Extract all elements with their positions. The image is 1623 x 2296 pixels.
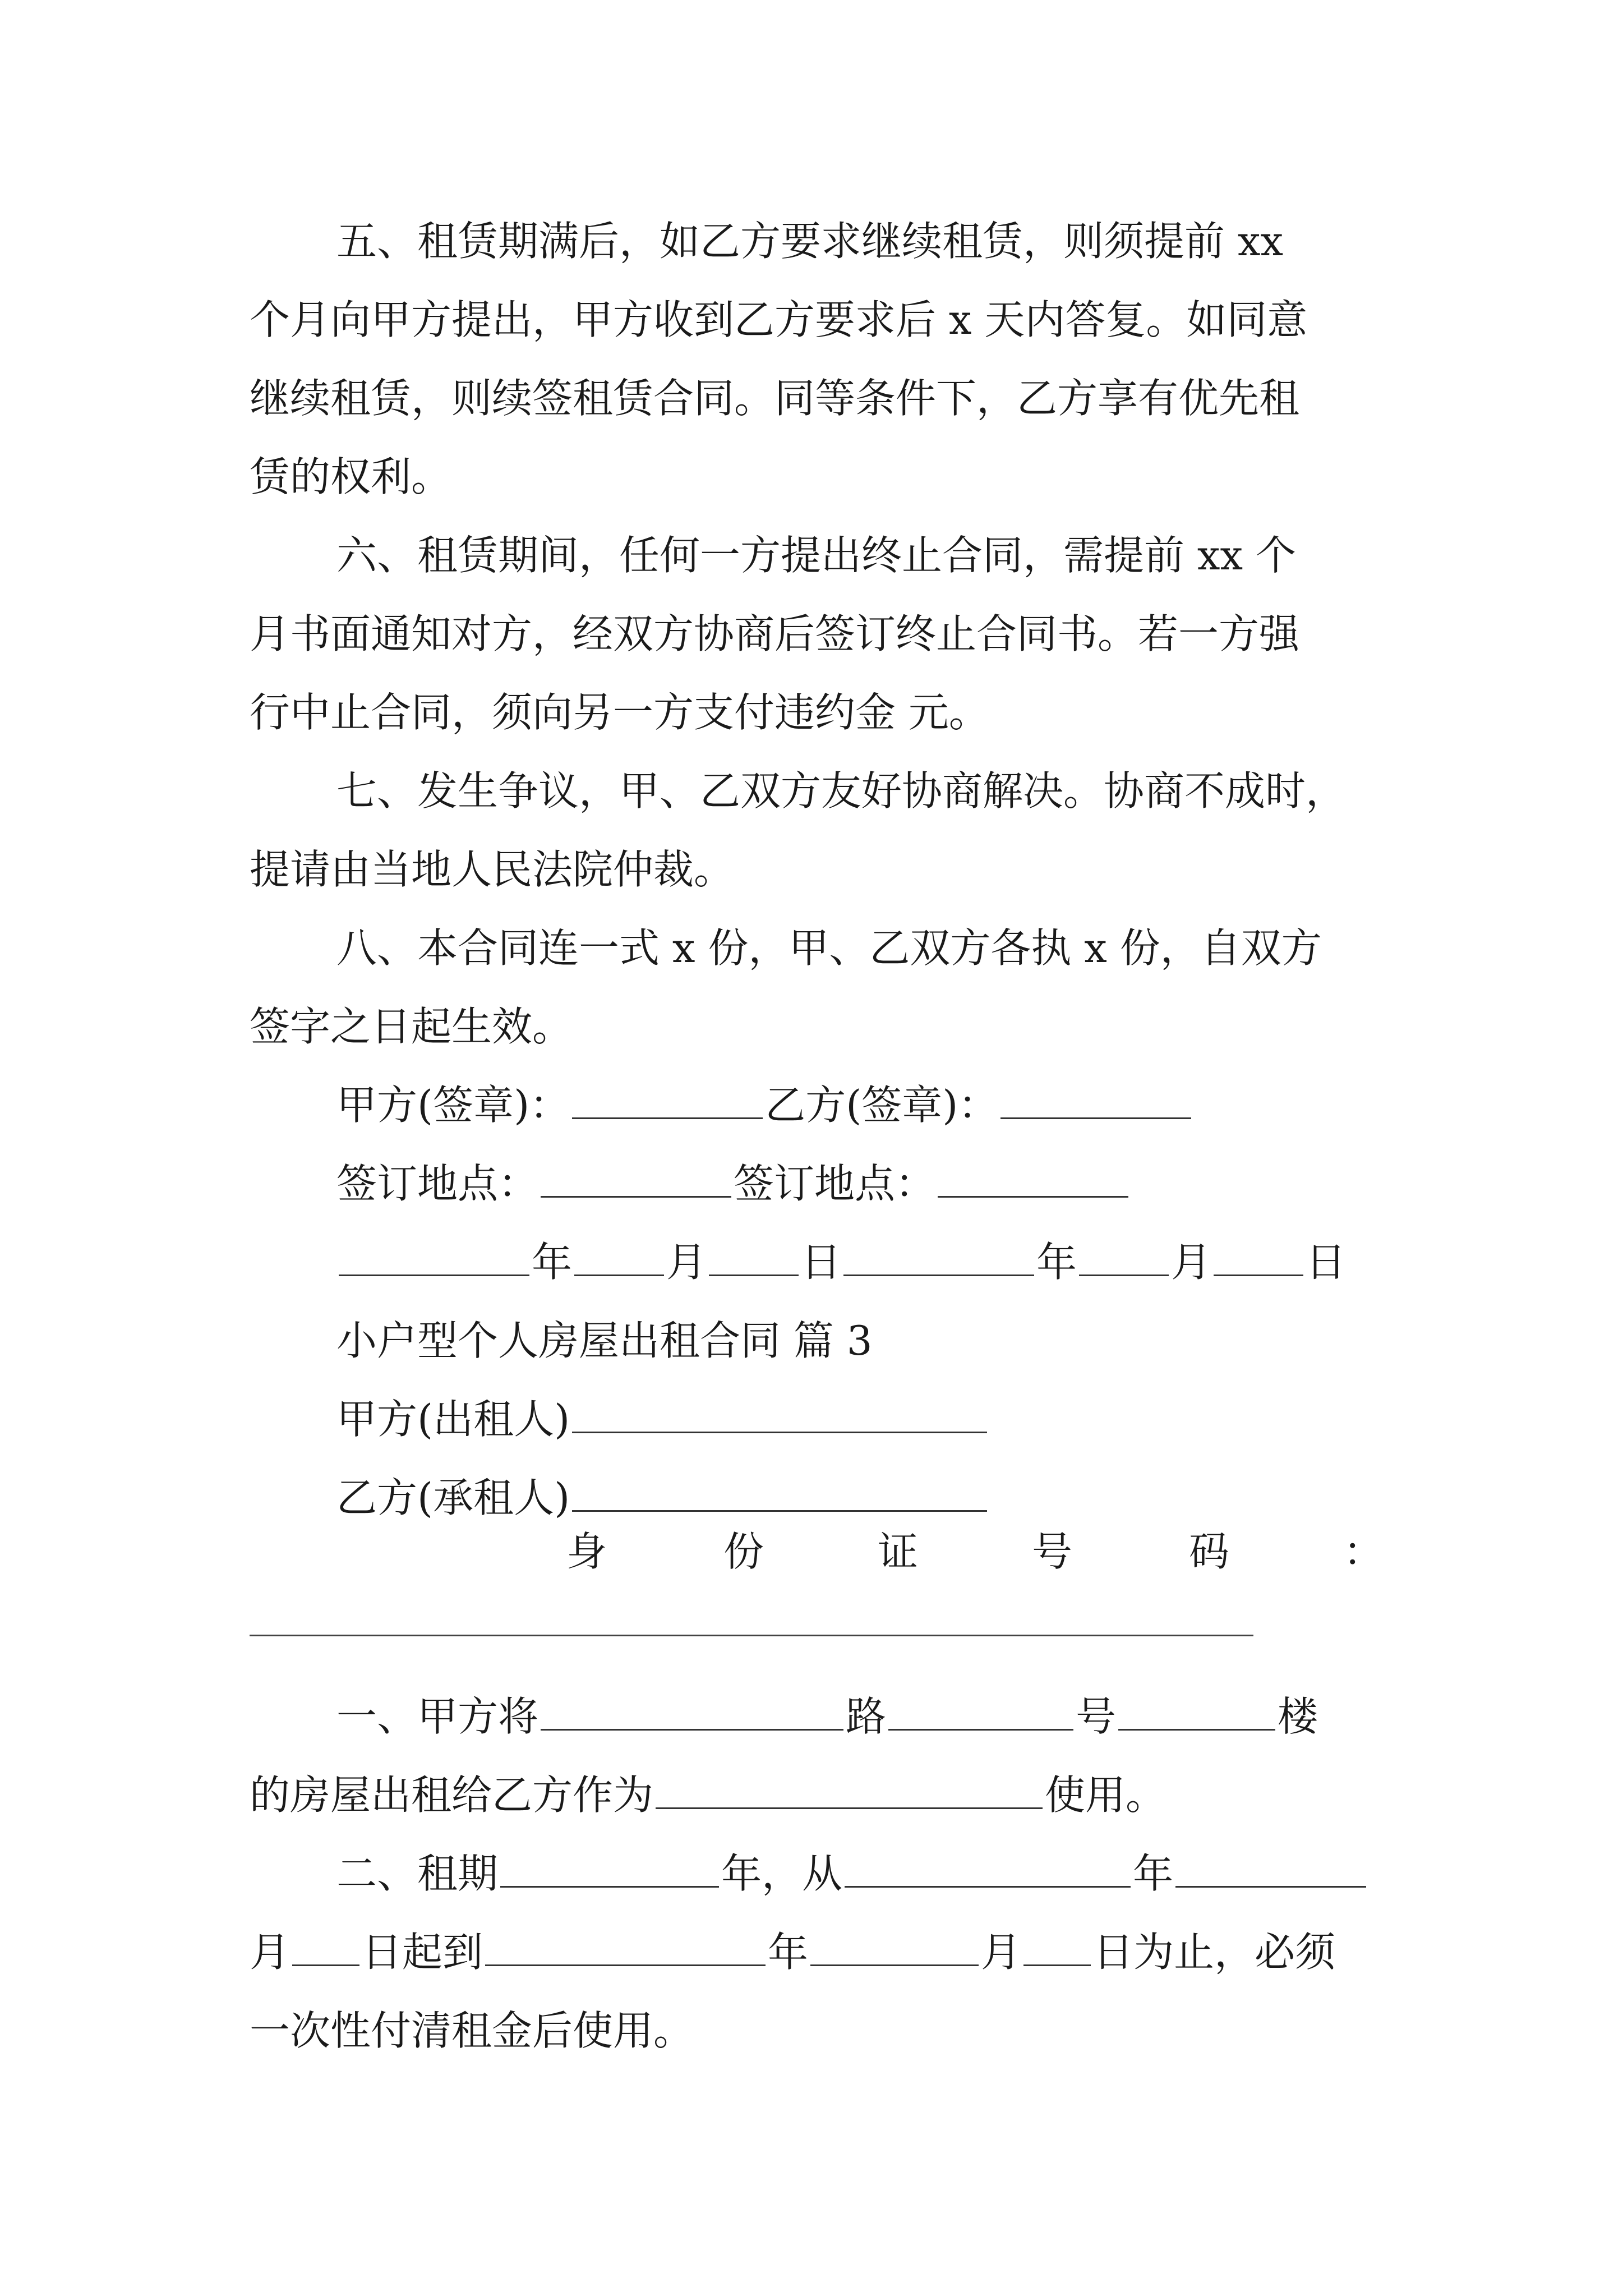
clause-5-line-3: 继续租赁，则续签租赁合同。同等条件下，乙方享有优先租 [250,375,1300,422]
start-day-label: 日起到 [362,1929,483,1976]
date-row [336,1228,1475,1296]
end-day-label: 日为止，必须 [1093,1929,1336,1976]
end-month-label: 月 [981,1929,1022,1976]
clause-2-prefix: 二、租期 [336,1850,499,1897]
lessor-row [336,1386,1475,1453]
clause-1-purpose-prefix: 的房屋出租给乙方作为 [250,1772,654,1819]
date-a-day-blank[interactable] [709,1274,799,1276]
clause-6-line-2: 月书面通知对方，经双方协商后签订终止合同书。若一方强 [250,610,1300,657]
purpose-blank[interactable] [656,1807,1043,1809]
lessee-label: 乙方(承租人) [336,1474,570,1521]
date-b-day-blank[interactable] [1214,1274,1303,1276]
place-a-label: 签订地点： [336,1160,539,1207]
clause-6-line-1: 六、租赁期间，任何一方提出终止合同，需提前 xx 个 [336,532,1296,579]
place-b-label: 签订地点： [734,1160,936,1207]
start-month-label: 月 [250,1929,291,1976]
clause-5-line-4: 赁的权利。 [250,453,452,500]
id-label-char-1: 身 [566,1528,607,1575]
party-a-seal-label: 甲方(签章)： [336,1082,570,1129]
date-b-month-label: 月 [1171,1239,1212,1286]
end-year-blank[interactable] [485,1964,766,1966]
section-3-title: 小户型个人房屋出租合同 篇 3 [336,1317,873,1364]
place-a-blank[interactable] [541,1195,731,1198]
clause-8-line-2: 签字之日起生效。 [250,1003,573,1050]
date-b-year-label: 年 [1036,1239,1077,1286]
id-label-char-6: ： [1343,1528,1384,1575]
end-year-label: 年 [768,1929,809,1976]
place-b-blank[interactable] [938,1195,1128,1198]
start-year-label: 年 [1133,1850,1174,1897]
clause-7-line-2: 提请由当地人民法院仲裁。 [250,846,735,893]
date-b-day-label: 日 [1306,1239,1347,1286]
party-b-seal-blank[interactable] [1000,1117,1191,1119]
clause-1-line-2 [250,1761,1388,1829]
start-month-blank[interactable] [1175,1885,1366,1888]
term-years-blank[interactable] [500,1885,719,1888]
number-blank[interactable] [888,1728,1073,1731]
date-a-day-label: 日 [801,1239,842,1286]
clause-2-line-3: 一次性付清租金后使用。 [250,2007,694,2054]
clause-1-prefix: 一、甲方将 [336,1693,539,1740]
clause-5-line-2: 个月向甲方提出，甲方收到乙方要求后 x 天内答复。如同意 [250,296,1308,343]
clause-2-line-2 [250,1918,1388,1986]
clause-5-line-1: 五、租赁期满后，如乙方要求继续租赁，则须提前 xx [336,218,1284,265]
date-a-year-label: 年 [532,1239,573,1286]
place-row [336,1150,1475,1217]
date-a-month-label: 月 [666,1239,707,1286]
id-number-blank[interactable] [250,1635,1253,1636]
date-b-year-blank[interactable] [843,1274,1034,1276]
party-b-seal-label: 乙方(签章)： [765,1082,999,1129]
road-label: 路 [846,1693,887,1740]
lessor-label: 甲方(出租人) [336,1396,570,1443]
clause-2-line-1 [336,1840,1475,1907]
id-label-char-3: 证 [878,1528,919,1575]
signature-row [336,1071,1475,1139]
end-day-blank[interactable] [1023,1964,1091,1966]
term-from-label: 年，从 [721,1850,843,1897]
id-label-char-4: 号 [1032,1528,1073,1575]
road-blank[interactable] [541,1728,843,1731]
start-day-blank[interactable] [292,1964,359,1966]
clause-8-line-1: 八、本合同连一式 x 份，甲、乙双方各执 x 份，自双方 [336,924,1322,972]
start-year-blank[interactable] [845,1885,1131,1888]
clause-1-line-1 [336,1683,1475,1750]
lessor-blank[interactable] [572,1431,987,1433]
id-label-char-2: 份 [723,1528,764,1575]
date-b-month-blank[interactable] [1079,1274,1169,1276]
date-a-year-blank[interactable] [339,1274,529,1276]
end-month-blank[interactable] [810,1964,979,1966]
clause-6-line-3: 行中止合同，须向另一方支付违约金 元。 [250,689,989,736]
id-label-char-5: 码 [1189,1528,1230,1575]
date-a-month-blank[interactable] [574,1274,664,1276]
number-label: 号 [1076,1693,1117,1740]
lessee-blank[interactable] [572,1510,987,1512]
building-blank[interactable] [1118,1728,1275,1731]
clause-7-line-1: 七、发生争议，甲、乙双方友好协商解决。协商不成时， [336,767,1347,815]
clause-1-purpose-suffix: 使用。 [1045,1772,1166,1819]
building-label: 楼 [1278,1693,1318,1740]
party-a-seal-blank[interactable] [572,1117,763,1119]
